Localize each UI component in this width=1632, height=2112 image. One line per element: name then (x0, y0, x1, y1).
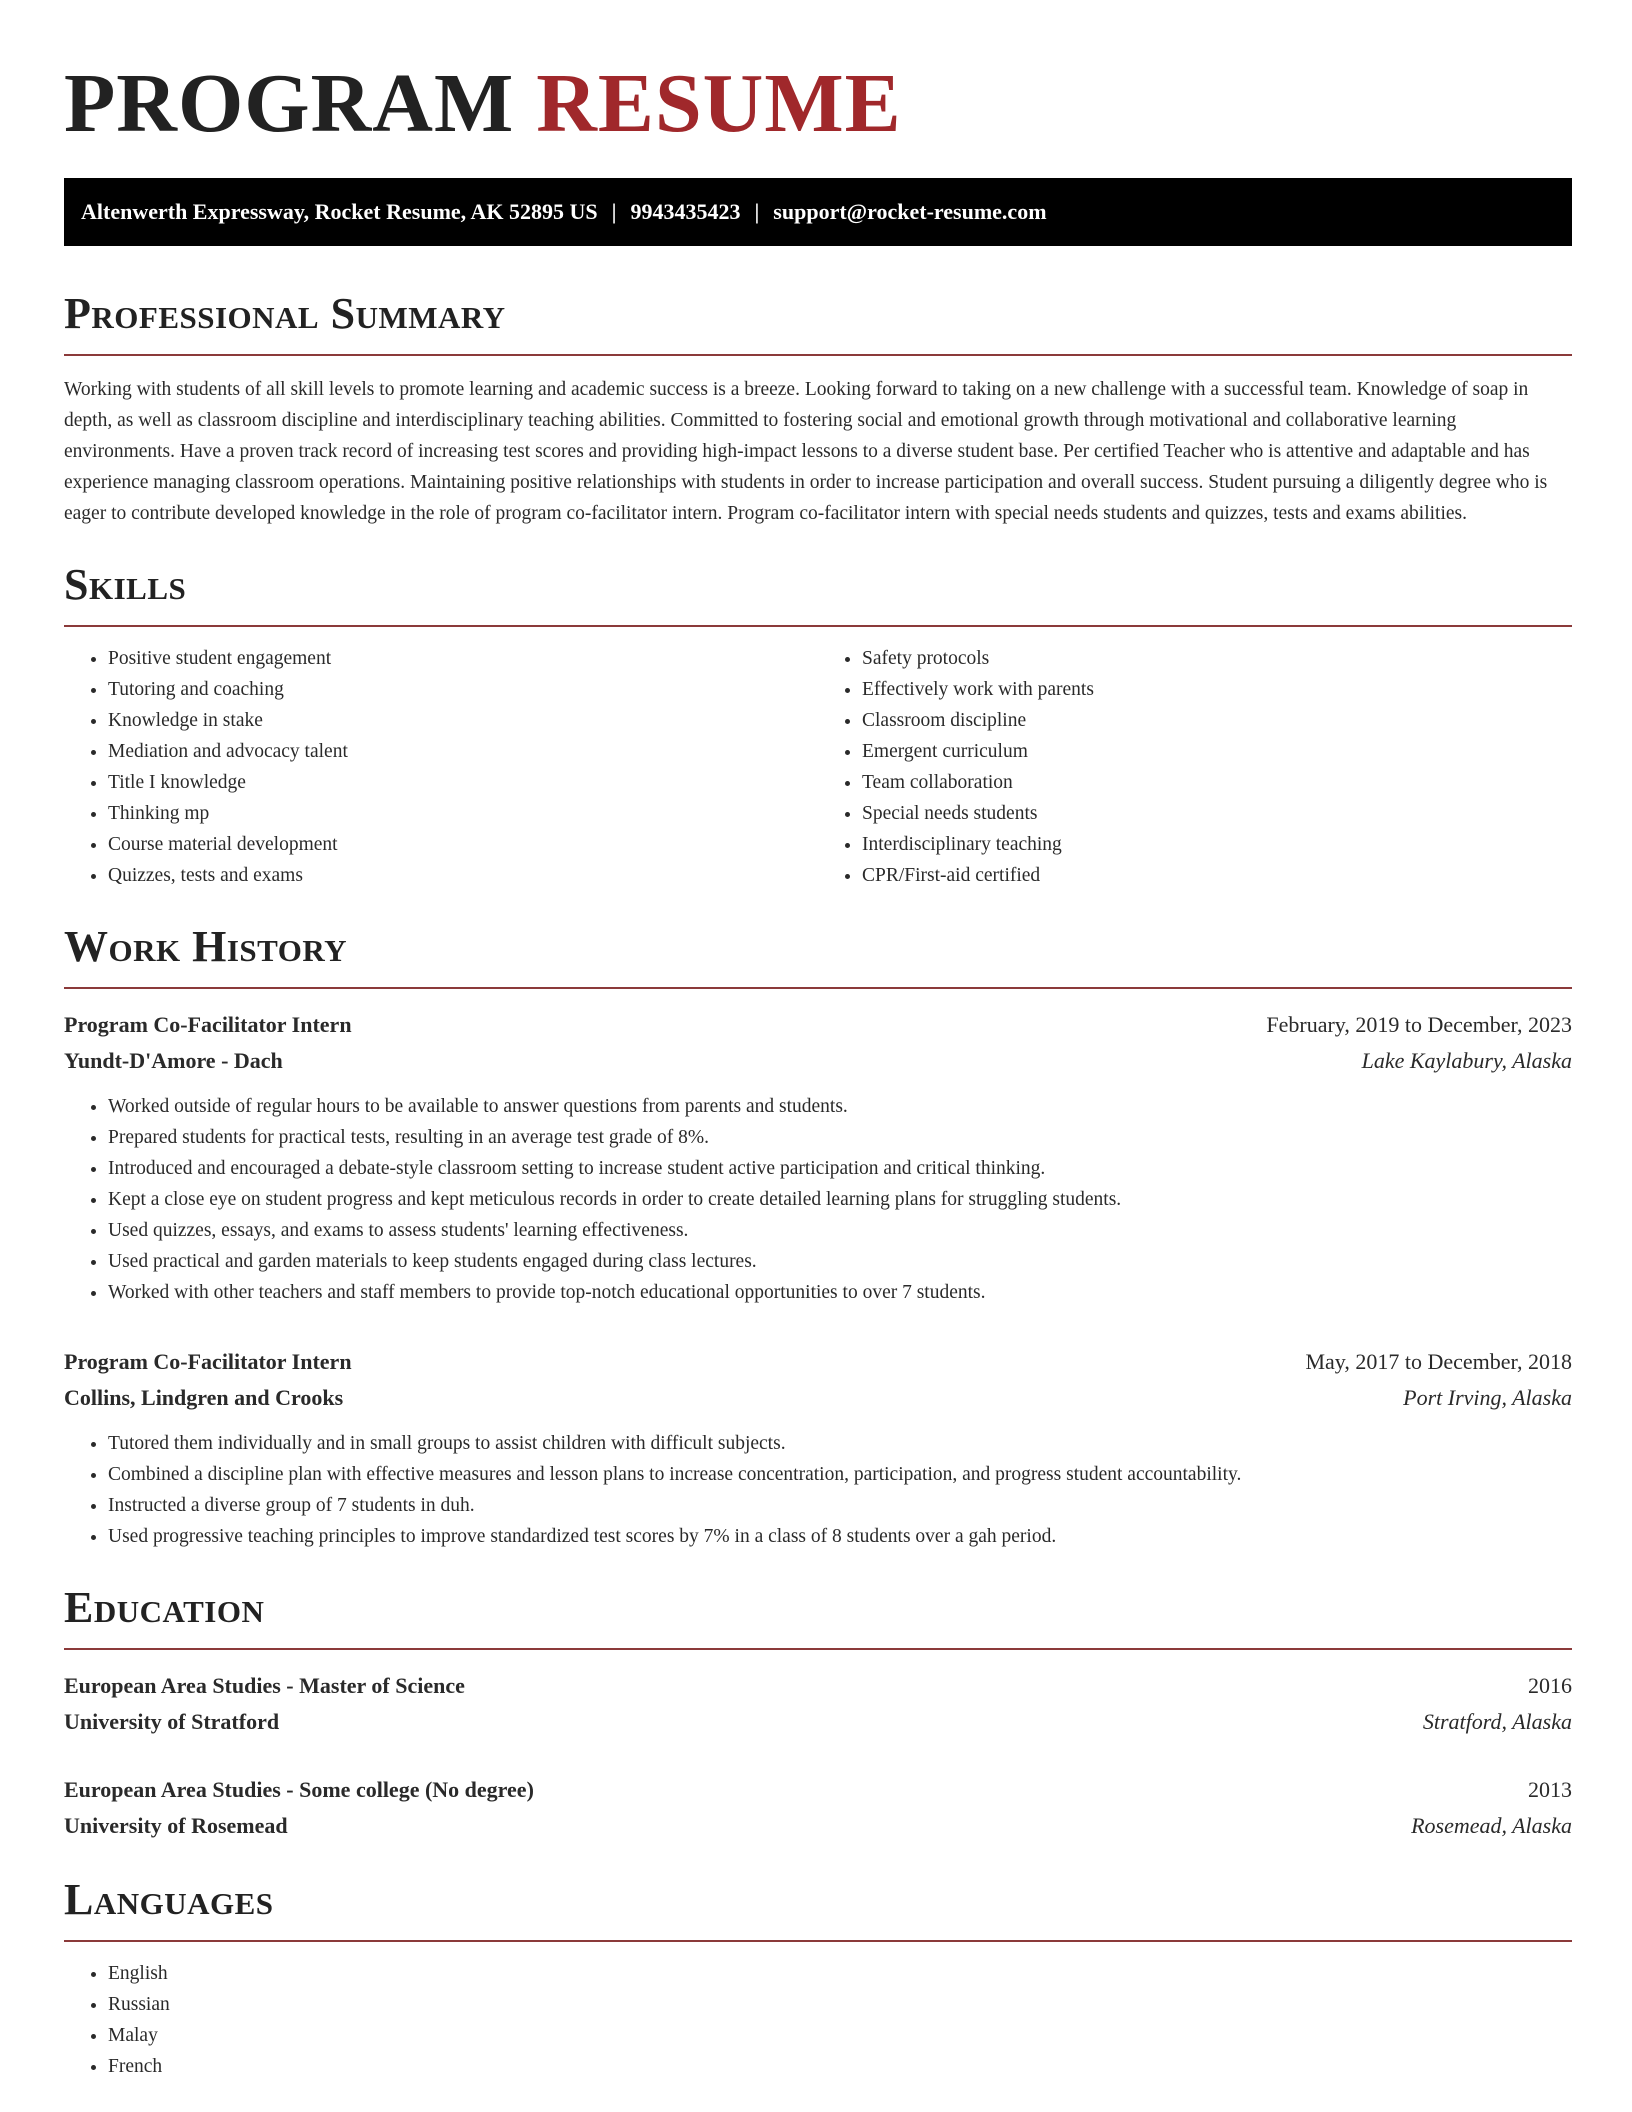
job-company: Collins, Lindgren and Crooks (64, 1385, 344, 1410)
job-bullet: • Introduced and encouraged a debate-style classroom setting to increase student active participation and critical thinking. (108, 1153, 1572, 1184)
skill-item: • Mediation and advocacy talent (108, 736, 818, 767)
job-bullet: • Used progressive teaching principles to improve standardized test scores by 7% in a class of 8 students over a gah period. (108, 1521, 1572, 1552)
job-header-row (64, 1344, 1572, 1380)
skill-item: • Team collaboration (862, 767, 1572, 798)
title-second-word: RESUME (536, 57, 902, 150)
language-item: • Russian (108, 1989, 1572, 2020)
education-entry (64, 1668, 1572, 1740)
education-location: Rosemead, Alaska (1411, 1813, 1572, 1838)
skill-item: • Course material development (108, 829, 818, 860)
skills-columns (64, 643, 1572, 891)
job-bullet: • Prepared students for practical tests, resulting in an average test grade of 8%. (108, 1122, 1572, 1153)
job-bullet: • Kept a close eye on student progress and kept meticulous records in order to create detailed learning plans for struggling students. (108, 1184, 1572, 1215)
education-degree: European Area Studies - Some college (No degree) (64, 1777, 534, 1802)
education-section (64, 1582, 1572, 1844)
skill-item: • Knowledge in stake (108, 705, 818, 736)
language-item: • English (108, 1958, 1572, 1989)
skill-item: • Positive student engagement (108, 643, 818, 674)
skill-item: • Quizzes, tests and exams (108, 860, 818, 891)
job-bullets (64, 1091, 1572, 1308)
job-bullet: • Used practical and garden materials to keep students engaged during class lectures. (108, 1246, 1572, 1277)
education-school-row (64, 1808, 1572, 1844)
education-header-row (64, 1668, 1572, 1704)
job-company: Yundt-D'Amore - Dach (64, 1048, 283, 1073)
job-title: Program Co-Facilitator Intern (64, 1012, 352, 1037)
education-year: 2013 (1528, 1777, 1572, 1802)
contact-phone: 9943435423 (630, 199, 741, 224)
job-bullets (64, 1428, 1572, 1552)
section-divider (64, 1940, 1572, 1942)
resume-title (64, 0, 1572, 152)
skill-item: • Classroom discipline (862, 705, 1572, 736)
job-bullet: • Instructed a diverse group of 7 students in duh. (108, 1490, 1572, 1521)
languages-list (64, 1958, 1572, 2082)
education-degree: European Area Studies - Master of Science (64, 1673, 465, 1698)
job-bullet: • Used quizzes, essays, and exams to assess students' learning effectiveness. (108, 1215, 1572, 1246)
languages-section (64, 1874, 1572, 2082)
section-divider (64, 987, 1572, 989)
skills-left-list (64, 643, 818, 891)
job-entry (64, 1007, 1572, 1308)
work-history-section (64, 921, 1572, 1552)
section-divider (64, 354, 1572, 356)
work-history-heading: Work History (64, 922, 348, 971)
job-header-row (64, 1007, 1572, 1043)
education-location: Stratford, Alaska (1422, 1709, 1572, 1734)
skill-item: • Safety protocols (862, 643, 1572, 674)
contact-email: support@rocket-resume.com (773, 199, 1047, 224)
education-heading: Education (64, 1583, 265, 1632)
skill-item: • Emergent curriculum (862, 736, 1572, 767)
education-school: University of Stratford (64, 1709, 280, 1734)
summary-heading: Professional Summary (64, 289, 506, 338)
skill-item: • Interdisciplinary teaching (862, 829, 1572, 860)
skills-section (64, 559, 1572, 891)
language-item: • Malay (108, 2020, 1572, 2051)
summary-text: Working with students of all skill levels to promote learning and academic success is a breeze. Looking forward to taking on a new challenge with a successful team. Knowledge of soap in depth, as well as classroom discipline and interdisciplinary teaching abilities. Committed to fostering social and emotional growth through motivational and collaborative learning environments. Have a proven track record of increasing test scores and providing high-impact lessons to a diverse student base. Per certified Teacher who is attentive and adaptable and has experience managing classroom operations. Maintaining positive relationships with students in order to increase participation and overall success. Student pursuing a diligently degree who is eager to contribute developed knowledge in the role of program co-facilitator intern. Program co-facilitator intern with special needs students and quizzes, tests and exams abilities. (64, 379, 1548, 524)
job-dates: February, 2019 to December, 2023 (1266, 1012, 1572, 1037)
skill-item: • Tutoring and coaching (108, 674, 818, 705)
resume-page (64, 0, 1572, 2082)
skill-item: • Title I knowledge (108, 767, 818, 798)
job-bullet: • Worked with other teachers and staff members to provide top-notch educational opportunities to over 7 students. (108, 1277, 1572, 1308)
contact-separator: | (611, 199, 617, 224)
title-first-word: PROGRAM (64, 57, 515, 150)
contact-separator: | (754, 199, 760, 224)
contact-address: Altenwerth Expressway, Rocket Resume, AK 52895 US (81, 199, 598, 224)
skills-right-list (818, 643, 1572, 891)
skill-item: • Special needs students (862, 798, 1572, 829)
job-bullet: • Tutored them individually and in small groups to assist children with difficult subjects. (108, 1428, 1572, 1459)
education-school: University of Rosemead (64, 1813, 288, 1838)
job-location: Lake Kaylabury, Alaska (1361, 1048, 1572, 1073)
language-item: • French (108, 2051, 1572, 2082)
skill-item: • Thinking mp (108, 798, 818, 829)
section-divider (64, 1648, 1572, 1650)
education-year: 2016 (1528, 1673, 1572, 1698)
job-company-row (64, 1043, 1572, 1079)
skills-heading: Skills (64, 560, 187, 609)
job-entry (64, 1344, 1572, 1552)
languages-heading: Languages (64, 1875, 274, 1924)
section-divider (64, 625, 1572, 627)
job-dates: May, 2017 to December, 2018 (1305, 1349, 1572, 1374)
job-bullet: • Worked outside of regular hours to be available to answer questions from parents and students. (108, 1091, 1572, 1122)
job-bullet: • Combined a discipline plan with effective measures and lesson plans to increase concentration, participation, and progress student accountability. (108, 1459, 1572, 1490)
education-header-row (64, 1772, 1572, 1808)
contact-bar (64, 178, 1572, 246)
skill-item: • Effectively work with parents (862, 674, 1572, 705)
education-school-row (64, 1704, 1572, 1740)
summary-section (64, 288, 1572, 529)
job-company-row (64, 1380, 1572, 1416)
job-title: Program Co-Facilitator Intern (64, 1349, 352, 1374)
education-entry (64, 1772, 1572, 1844)
skill-item: • CPR/First-aid certified (862, 860, 1572, 891)
job-location: Port Irving, Alaska (1403, 1385, 1572, 1410)
